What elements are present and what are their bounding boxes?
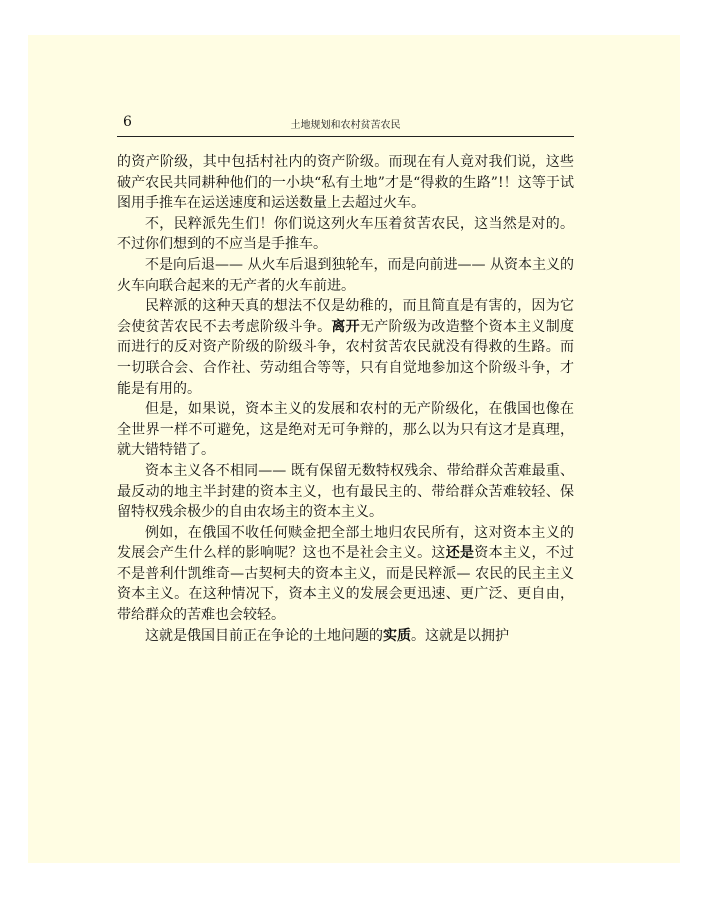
body-text — [117, 152, 574, 646]
paragraph-7-emphasis: 还是 — [445, 545, 475, 562]
paragraph-4-text-a: 民粹派的这种天真的想法不仅是幼稚的，而且简直是有害的，因为它会使贫苦农民不去考虑阶级斗争。 — [117, 298, 574, 335]
paragraph-4-emphasis: 离开 — [331, 318, 360, 335]
paragraph-8 — [117, 626, 574, 647]
paragraph-8-emphasis: 实质 — [383, 627, 411, 644]
paragraph-4 — [117, 296, 574, 399]
paragraph-7-text-b: 资本主义，不过不是普利什凯维奇—古契柯夫的资本主义，而是民粹派— 农民的民主主义资本主义。在这种情况下，资本主义的发展会更迅速、更广泛、更自由，带给群众的苦难也会较轻。 — [117, 545, 575, 624]
paragraph-8-text-a: 这就是俄国目前正在争论的土地问题的 — [145, 627, 383, 644]
paragraph-8-text-b: 。这就是以拥护 — [411, 627, 509, 644]
paragraph-6: 资本主义各不相同—— 既有保留无数特权残余、带给群众苦难最重、最反动的地主半封建的资本主义，也有最民主的、带给群众苦难较轻、保留特权残余极少的自由农场主的资本主义。 — [117, 462, 574, 521]
paragraph-7-text-a: 例如，在俄国不收任何赎金把全部土地归农民所有，这对资本主义的发展会产生什么样的影响呢？这也不是社会主义。这 — [117, 524, 574, 562]
paragraph-1: 的资产阶级，其中包括村社内的资产阶级。而现在有人竟对我们说，这些破产农民共同耕种他们的一小块“私有土地”才是“得救的生路”!！这等于试图用手推车在运送速度和运送数量上去超过火车。 — [117, 154, 574, 212]
paragraph-5: 但是，如果说，资本主义的发展和农村的无产阶级化，在俄国也像在全世界一样不可避免，这是绝对无可争辩的，那么以为只有这才是真理，就大错特错了。 — [117, 401, 574, 459]
running-title: 土地规划和农村贫苦农民 — [290, 120, 401, 131]
paragraph-7 — [117, 523, 574, 626]
paragraph-4-text-b: 无产阶级为改造整个资本主义制度而进行的反对资产阶级的阶级斗争，农村贫苦农民就没有得救的生路。而一切联合会、合作社、劳动组合等等，只有自觉地参加这个阶级斗争，才能是有用的。 — [117, 318, 575, 397]
page-number: 6 — [123, 114, 132, 130]
paragraph-2: 不，民粹派先生们！你们说这列火车压着贫苦农民，这当然是对的。不过你们想到的不应当是手推车。 — [117, 215, 574, 253]
paragraph-3: 不是向后退—— 从火车后退到独轮车，而是向前进—— 从资本主义的火车向联合起来的无产者的火车前进。 — [117, 256, 574, 294]
running-header — [117, 114, 574, 137]
